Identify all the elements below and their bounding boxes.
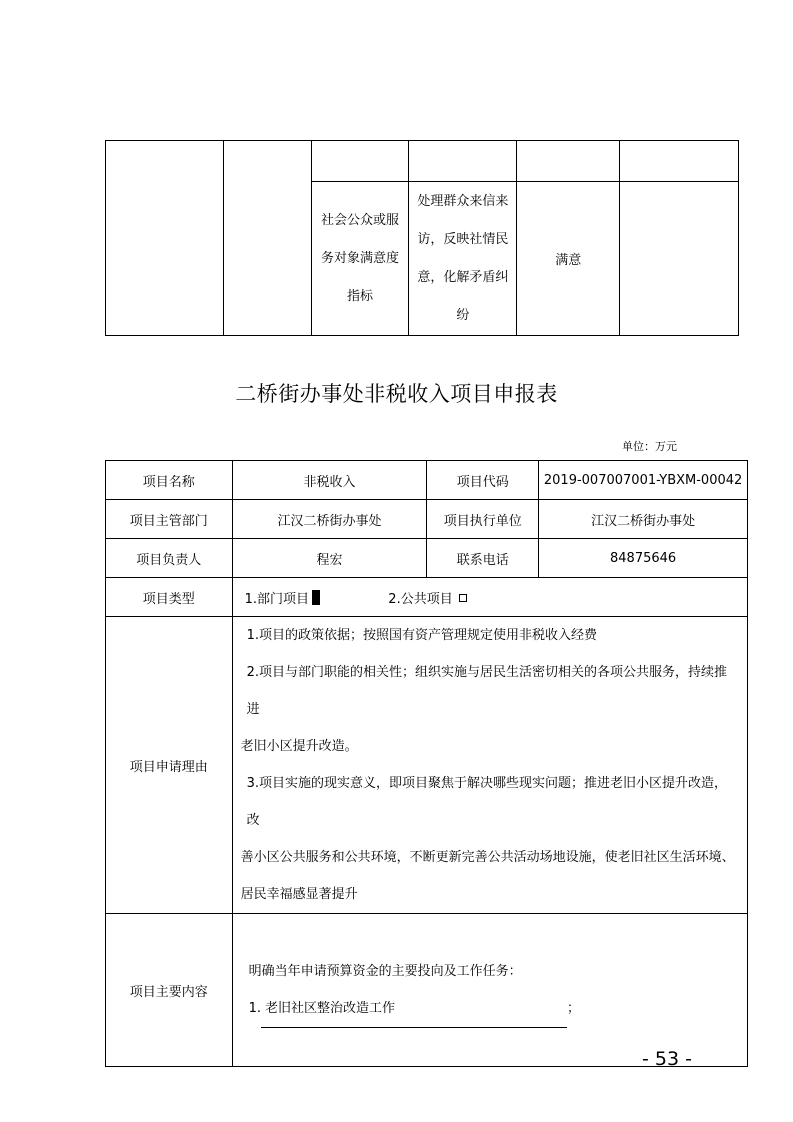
indicator-name-line: 社会公众或服	[321, 212, 400, 228]
project-name-value: 非税收入	[232, 461, 427, 500]
indicator-content-line: 处理群众来信来	[417, 193, 509, 209]
type-option-public: 2.公共项目	[388, 591, 453, 607]
form-title: 二桥街办事处非税收入项目申报表	[235, 382, 558, 406]
reason-line: 居民幸福感显著提升	[240, 887, 358, 902]
content-item-suffix: ；	[567, 1000, 581, 1016]
performance-indicator-table	[105, 140, 739, 336]
empty-cell	[409, 141, 517, 182]
type-label: 项目类型	[106, 578, 233, 617]
exec-unit-value: 江汉二桥街办事处	[539, 500, 748, 539]
empty-cell	[620, 141, 739, 182]
reason-line: 2.项目与部门职能的相关性；组织实施与居民生活密切相关的各项公共服务，持续推进	[246, 665, 728, 717]
project-code-value: 2019-007007001-YBXM-00042	[539, 461, 748, 500]
phone-label: 联系电话	[427, 539, 539, 578]
type-options	[232, 578, 747, 617]
reason-line: 1.项目的政策依据；按照国有资产管理规定使用非税收入经费	[246, 628, 598, 643]
content-item-text: 老旧社区整治改造工作	[261, 990, 567, 1028]
type-option-dept: 1.部门项目	[244, 591, 310, 607]
content-item	[245, 990, 735, 1028]
indicator-content-cell	[409, 182, 517, 336]
dept-label: 项目主管部门	[106, 500, 233, 539]
content-body	[232, 914, 747, 1067]
owner-value: 程宏	[232, 539, 427, 578]
content-label: 项目主要内容	[106, 914, 233, 1067]
empty-cell	[106, 141, 224, 336]
indicator-name-line: 指标	[347, 288, 374, 304]
indicator-content-line: 意，化解矛盾纠	[417, 269, 509, 285]
unchecked-box-icon	[459, 594, 467, 602]
indicator-content-line: 访，反映社情民	[417, 231, 509, 247]
content-intro: 明确当年申请预算资金的主要投向及工作任务：	[248, 963, 522, 979]
phone-value: 84875646	[539, 539, 748, 578]
empty-cell	[311, 141, 409, 182]
exec-unit-label: 项目执行单位	[427, 500, 539, 539]
empty-cell	[620, 182, 739, 336]
target-value-cell: 满意	[517, 182, 620, 336]
empty-cell	[223, 141, 311, 336]
reason-content	[232, 617, 747, 914]
project-application-form	[105, 460, 748, 1067]
project-code-label: 项目代码	[427, 461, 539, 500]
empty-cell	[517, 141, 620, 182]
content-item-prefix: 1.	[248, 1000, 262, 1016]
checked-box-icon	[312, 590, 320, 605]
indicator-content-line: 纷	[456, 307, 470, 323]
indicator-name-line: 务对象满意度	[321, 250, 400, 266]
project-name-label: 项目名称	[106, 461, 233, 500]
indicator-name-cell	[311, 182, 409, 336]
page-number: - 53 -	[642, 1048, 692, 1070]
reason-line: 善小区公共服务和公共环境，不断更新完善公共活动场地设施，使老旧社区生活环境、	[240, 850, 735, 865]
reason-line: 老旧小区提升改造。	[240, 739, 358, 754]
unit-label: 单位：万元	[622, 440, 677, 453]
reason-line: 3.项目实施的现实意义，即项目聚焦于解决哪些现实问题；推进老旧小区提升改造，改	[246, 776, 728, 828]
owner-label: 项目负责人	[106, 539, 233, 578]
dept-value: 江汉二桥街办事处	[232, 500, 427, 539]
reason-label: 项目申请理由	[106, 617, 233, 914]
